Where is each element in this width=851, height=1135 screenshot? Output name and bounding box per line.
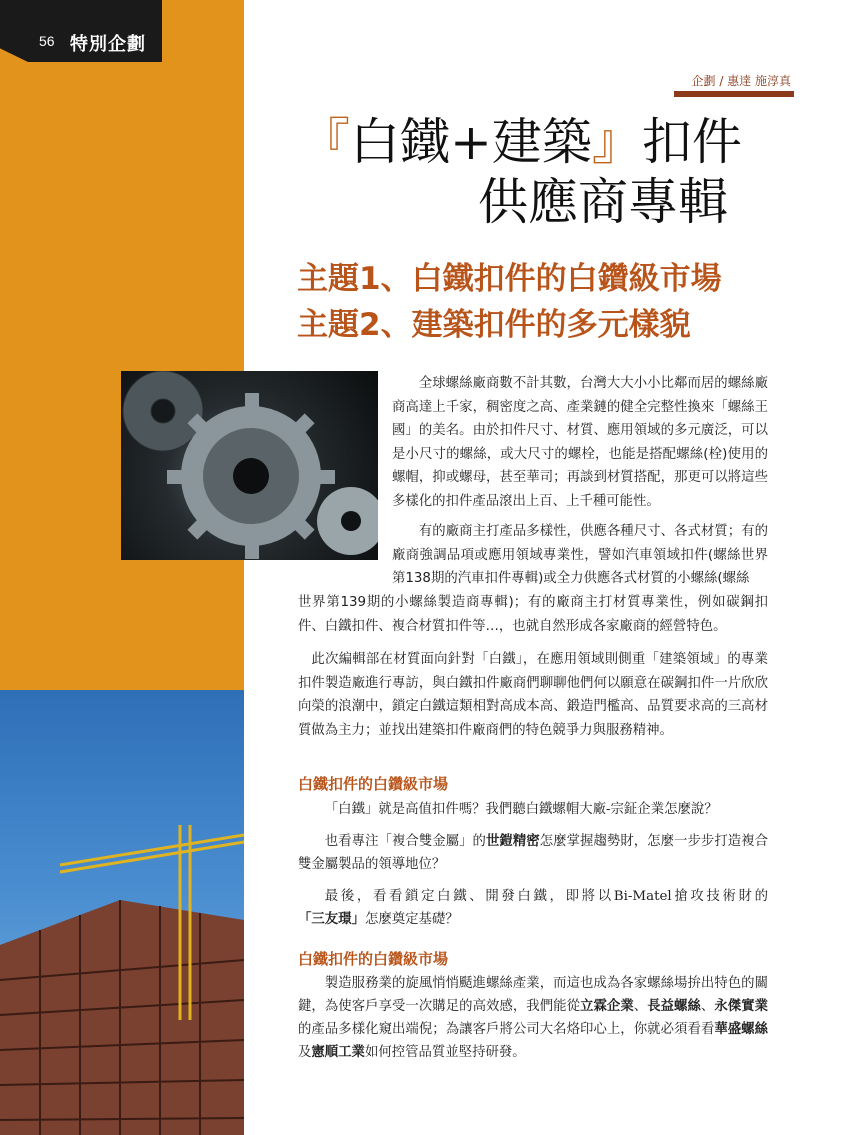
intro-paragraph-2-part-2: 世界第139期的小螺絲製造商專輯)；有的廠商主打材質專業性，例如碳鋼扣件、白鐵扣件、複合材質扣件等…，也就自然形成各家廠商的經營特色。 <box>298 595 768 634</box>
subtitle-topic-1: 主題1、白鐵扣件的白鑽級市場 <box>297 261 722 297</box>
gears-illustration <box>121 371 378 560</box>
author-credit: 企劃 / 惠達 施淳真 <box>691 74 791 88</box>
title-line-1: 『白鐵+建築』扣件 <box>300 113 742 171</box>
building-illustration <box>0 690 244 1135</box>
title-line-2: 供應商專輯 <box>478 173 728 231</box>
section-1-question-2: 也看專注「複合雙金屬」的世鎧精密怎麼掌握趨勢財，怎麼一步步打造複合雙金屬製品的領導地位？ <box>298 833 769 872</box>
section-1-body <box>298 798 768 940</box>
article-title <box>300 112 800 232</box>
credit-underline <box>674 91 794 97</box>
section-1-question-1: 「白鐵」就是高值扣件嗎？我們聽白鐵螺帽大廠-宗鉦企業怎麼說？ <box>324 802 718 817</box>
section-2-paragraph: 製造服務業的旋風悄悄颳進螺絲產業，而這也成為各家螺絲場拚出特色的關鍵，為使客戶享受一次購足的高效感，我們能從立霖企業、長益螺絲、永傑實業的產品多樣化窺出端倪；為讓客戶將公司大名烙印心上，你就必須看看華盛螺絲及憲順工業如何控管品質並堅持研發。 <box>298 976 769 1060</box>
subtitles <box>297 256 722 348</box>
subtitle-topic-2: 主題2、建築扣件的多元樣貌 <box>297 307 691 343</box>
section-1-heading: 白鐵扣件的白鑽級市場 <box>298 775 449 793</box>
orange-side-band <box>0 0 244 690</box>
section-1-question-3: 最後，看看鎖定白鐵、開發白鐵，即將以Bi-Matel搶攻技術財的「三友璟」怎麼奠定基礎？ <box>298 889 768 927</box>
section-2-heading: 白鐵扣件的白鑽級市場 <box>298 950 449 968</box>
intro-paragraph-3: 此次編輯部在材質面向針對「白鐵」，在應用領域則側重「建築領域」的專業扣件製造廠進行專訪，與白鐵扣件廠商們聊聊他們何以願意在碳鋼扣件一片欣欣向榮的浪潮中，鎖定白鐵這類相對高成本高、鍛造門檻高、品質要求高的三高材質做為主力；並找出建築扣件廠商們的特色競爭力與服務精神。 <box>298 652 768 738</box>
section-2-body <box>298 972 768 1073</box>
intro-paragraph-2-part-1: 有的廠商主打產品多樣性，供應各種尺寸、各式材質；有的廠商強調品項或應用領域專業性，譬如汽車領域扣件(螺絲世界第138期的汽車扣件專輯)或全力供應各式材質的小螺絲(螺絲 <box>392 524 768 586</box>
page-number: 56 <box>39 33 55 49</box>
gears-photo <box>121 371 378 560</box>
section-label: 特別企劃 <box>70 34 146 55</box>
intro-paragraph-1: 全球螺絲廠商數不計其數，台灣大大小小比鄰而居的螺絲廠商高達上千家，稠密度之高、產業鏈的健全完整性換來「螺絲王國」的美名。由於扣件尺寸、材質、應用領域的多元廣泛，可以是小尺寸的螺絲，或大尺寸的螺栓，也能是搭配螺絲(栓)使用的螺帽，抑或螺母，甚至華司；再談到材質搭配，那更可以將這些多樣化的扣件產品滾出上百、上千種可能性。 <box>392 376 768 509</box>
building-crane-photo <box>0 690 244 1135</box>
